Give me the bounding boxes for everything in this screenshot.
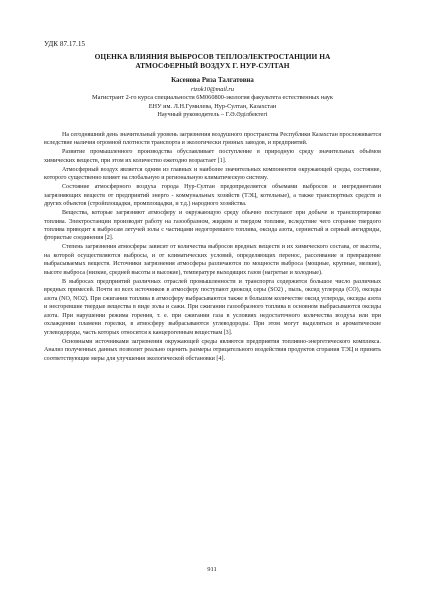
title-line-2: АТМОСФЕРНЫЙ ВОЗДУХ Г. НУР-СУЛТАН [135, 61, 290, 71]
author-email: rizok10@mail.ru [190, 86, 235, 93]
title-line-1: ОЦЕНКА ВЛИЯНИЯ ВЫБРОСОВ ТЕПЛОЭЛЕКТРОСТАНЦИИ НА [94, 52, 331, 61]
article-title [44, 52, 381, 70]
body-paragraph: Вещества, которые загрязняют атмосферу и окружающую среду обычно поступают при добыче и транспортировке топлива. Электростанции производят работу на газообразном, жидком и твердом топливе, вследствие чего сгорание твердого топлива приводит к выбросам летучей золы с частицами недогоревшего топлива, оксида азота, сернистый и серный ангидриды, фтористые соединения [2]. [44, 210, 381, 242]
affiliation-line: Магистрант 2-го курса специальности 6М060800-экология факультета естественных наук [92, 94, 333, 102]
body-paragraph: На сегодняшний день значительный уровень загрязнения воздушного пространства Республики Казахстан прослеживается вследствие наличия огромной плотности транспорта и экологически грязных заводов, и предприятий. [44, 131, 381, 147]
article-body [44, 131, 381, 363]
author-name: Касенова Риза Талгатовна [171, 77, 254, 85]
body-paragraph: Состояние атмосферного воздуха города Нур-Султан предопределяется объемами выбросов и ингредиентами загрязняющих веществ от предприятий энерго - коммунальных хозяйств (ТЭЦ, котельные), а также транспортных средств и других объектов (стройплощадки, промплощадки, и т.д.) народного хозяйства. [44, 184, 381, 208]
body-paragraph: Развитие промышленного производства обуславливает поступление в природную среду значительных объёмов химических веществ, при этом их количество ежегодно возрастает [1]. [44, 149, 381, 164]
body-paragraph: В выбросах предприятий различных отраслей промышленности и транспорта содержится большое число различных вредных примесей. Почти из всех источников в атмосферу поступают диоксид серы (SO2) , пыль, оксид углерода (CO), оксиды азота (NO, NO2). При сжигании топлива в атмосферу выбрасываются также в большом количестве оксид углерода, оксиды азота и несгоревшие твердые вещества в виде золы и сажи. При сжигании газообразного топлива в основном выбрасываются оксиды азота. При нарушении режима горения, т. е. при сжигании газа в условиях недостаточного количества воздуха или при охлаждении пламени горелки, в атмосферу выбрасываются углеводороды. При этом могут выделяться и ароматические углеводороды, часть которых относится к канцерогенным веществам [3]. [44, 278, 381, 336]
affiliation-block [44, 94, 381, 119]
udk-code: УДК 87.17.15 [44, 40, 86, 48]
article-page [44, 40, 381, 364]
body-paragraph: Степень загрязнения атмосферы зависит от количества выбросов вредных веществ и их химического состава, от высоты, на которой осуществляются выбросы, и от климатических условий, определяющих перенос, рассеивание и превращение выбрасываемых веществ. Источники загрязнения атмосферы различаются по мощности выброса (мощные, крупные, мелкие), высоте выброса (низкие, средней высоты и высокие), температуре выходящих газов (нагретые и холодные). [44, 244, 381, 276]
body-paragraph: Основными источниками загрязнения окружающей среды являются предприятия топливно-энергетического комплекса. Анализ полученных данных позволит реально оценить размеры отрицательного воздействия продуктов сгорания ТЭЦ и принять соответствующие меры для улучшения экологической обстановки [4]. [44, 338, 381, 362]
supervisor-line: Научный руководитель – Г.Ә.Әділбектегі [157, 111, 268, 119]
affiliation-line: ЕНУ им. Л.Н.Гумилева, Нур-Султан, Казахстан [148, 102, 277, 110]
body-paragraph: Атмосферный воздух является одним из главных и наиболее значительных компонентов окружающей среды, состояние, которого существенно влияет на глобальную и региональную климатическую систему. [44, 166, 381, 182]
page-number: 911 [207, 566, 217, 573]
